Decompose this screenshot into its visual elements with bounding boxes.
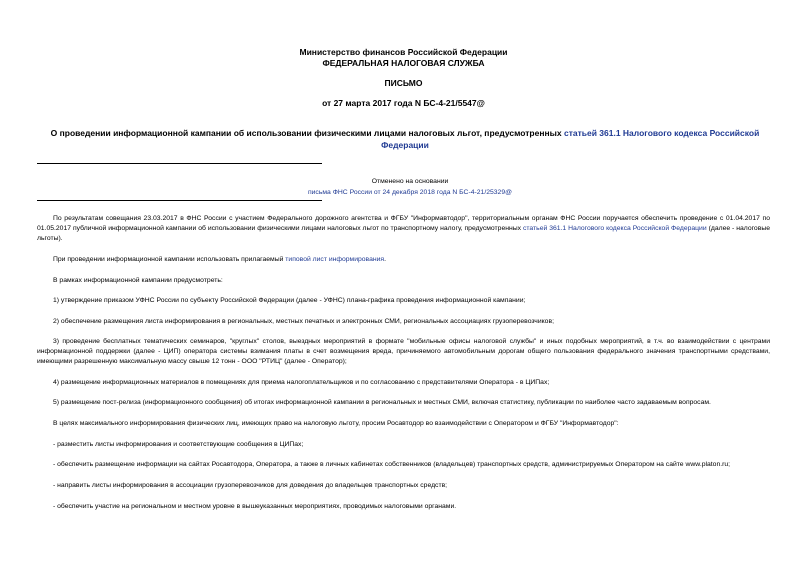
separator-bottom [37,200,322,201]
document-date-number: от 27 марта 2017 года N БС-4-21/5547@ [322,98,485,108]
service-name: ФЕДЕРАЛЬНАЯ НАЛОГОВАЯ СЛУЖБА [322,58,485,68]
paragraph-10: - разместить листы информирования и соответствующие сообщения в ЦИПах; [53,441,304,448]
paragraph-5: 2) обеспечение размещения листа информирования в региональных, местных печатных и электронных СМИ, региональных ассоциациях грузоперевозчиков; [53,318,554,325]
paragraph-2-text: При проведении информационной кампании использовать прилагаемый [53,256,286,263]
tax-code-article-link-2[interactable]: статьей 361.1 Налогового кодекса Российской Федерации [522,225,707,232]
paragraph-1 [37,214,770,244]
paragraph-13: - обеспечить участие на региональном и местном уровне в вышеуказанных мероприятиях, проводимых налоговыми органами. [53,503,457,510]
paragraph-12: - направить листы информирования в ассоциации грузоперевозчиков для доведения до владельцев транспортных средств; [53,482,448,489]
paragraph-1-text: По результатам совещания 23.03.2017 в ФНС России с участием Федерального дорожного агентства и ФГБУ "Информавтодор", территориальным органам ФНС России поручается обеспечить проведение с 01.04.2017 по 01.05.2017 публичной информационной кампании об использовании физическими лицами налоговых льгот по транспортному налогу, предусмотренных [37,215,770,232]
info-sheet-link[interactable]: типовой лист информирования [285,256,385,263]
cancel-note [250,187,570,198]
paragraph-6: 3) проведение бесплатных тематических семинаров, "круглых" столов, выездных мероприятий в формате "мобильные офисы налоговой службы" и иных подобных мероприятий, в т.ч. во взаимодействии с центрами информационной поддержки (далее - ЦИП) оператора системы взимания платы в счет возмещения вреда, причиняемого автомобильным дорогам общего пользования федерального значения транспортными средствами, имеющими разрешенную максимальную массу свыше 12 тонн - ООО "РТИЦ" (далее - Оператор); [37,338,770,365]
separator-top [37,163,322,164]
paragraph-8: 5) размещение пост-релиза (информационного сообщения) об итогах информационной кампании в региональных и местных СМИ, включая статистику, публикации по наиболее часто задаваемым вопросам. [53,399,711,406]
ministry-name: Министерство финансов Российской Федерации [299,47,508,57]
document-title-text: О проведении информационной кампании об использовании физическими лицами налоговых льгот, предусмотренных [50,128,564,138]
paragraph-3: В рамках информационной кампании предусмотреть: [53,277,223,284]
paragraph-2-tail: . [384,256,386,263]
paragraph-4: 1) утверждение приказом УФНС России по субъекту Российской Федерации (далее - УФНС) плана-графика проведения информационной кампании; [53,297,526,304]
paragraph-2 [37,255,770,265]
cancel-note-label: Отменено на основании [371,178,449,185]
paragraph-7: 4) размещение информационных материалов в помещениях для приема налогоплательщиков и по согласованию с представителями Оператора - в ЦИПах; [53,379,550,386]
paragraph-9: В целях максимального информирования физических лиц, имеющих право на налоговую льготу, просим Росавтодор во взаимодействии с Оператором и ФГБУ "Информавтодор": [53,420,619,427]
tax-code-article-link[interactable]: статьей 361.1 Налогового кодекса Российской Федерации [381,128,760,150]
document-title [30,127,780,151]
document-type: ПИСЬМО [384,78,423,88]
paragraph-1-tail: (далее - налоговые льготы). [37,225,770,242]
cancel-letter-link[interactable]: письма ФНС России от 24 декабря 2018 года N БС-4-21/25329@ [307,189,513,196]
paragraph-11: - обеспечить размещение информации на сайтах Росавтодора, Оператора, а также в личных кабинетах собственников (владельцев) транспортных средств, администрируемых Оператором на сайте www.platon.ru; [53,461,731,468]
